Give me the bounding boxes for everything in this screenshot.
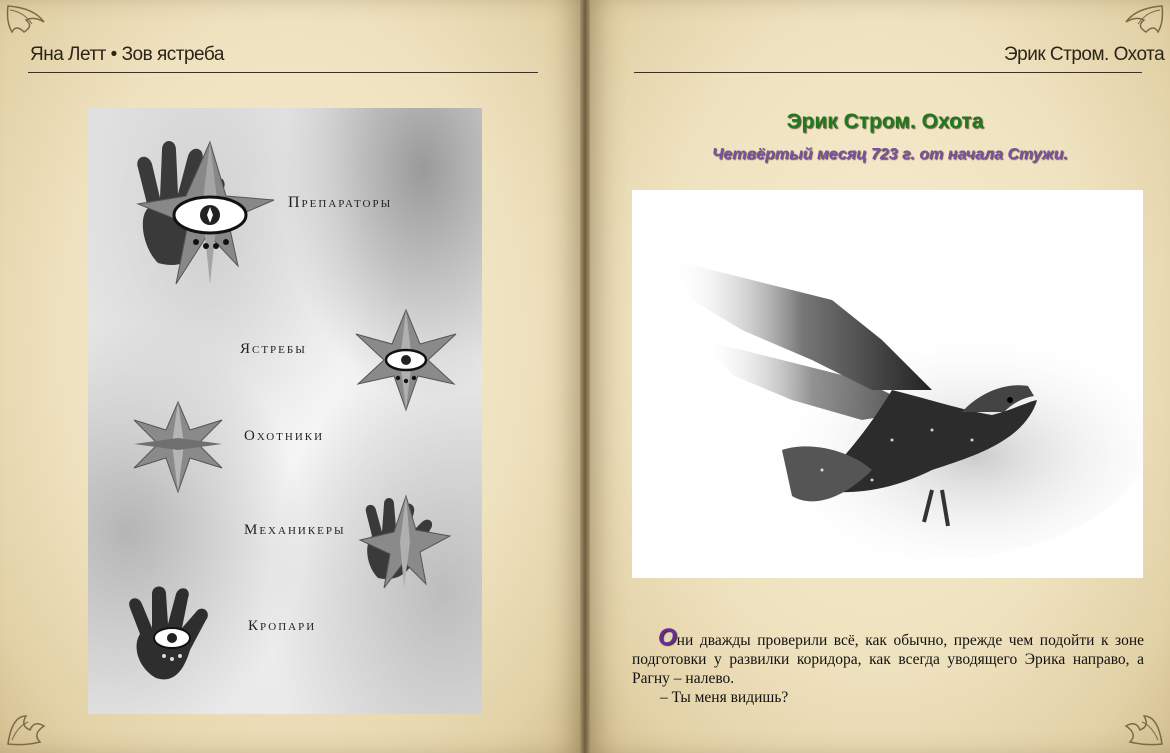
dialog-line: – Ты меня видишь? bbox=[660, 689, 789, 706]
ornament-corner-icon bbox=[1102, 2, 1166, 50]
star-eye-icon bbox=[356, 310, 456, 410]
dropcap-letter: О bbox=[658, 624, 677, 651]
hawk-illustration bbox=[632, 190, 1143, 578]
factions-illustration bbox=[88, 108, 482, 714]
chapter-title: Эрик Стром. Охота bbox=[786, 110, 984, 133]
ornament-corner-icon bbox=[4, 2, 68, 50]
faction-label-hunters: Охотники bbox=[244, 428, 325, 444]
faction-label-kropari: Кропари bbox=[248, 618, 317, 634]
hand-eye-icon bbox=[129, 587, 208, 680]
ornament-corner-icon bbox=[4, 676, 68, 748]
faction-label-preparators: Препараторы bbox=[288, 194, 393, 211]
hand-star-icon bbox=[360, 496, 450, 588]
paragraph bbox=[632, 624, 1144, 688]
chapter-body-text bbox=[632, 624, 1144, 707]
book-spine bbox=[580, 0, 590, 753]
hand-eye-star-icon bbox=[137, 141, 274, 284]
chapter-subtitle: Четвёртый месяц 723 г. от начала Стужи. bbox=[712, 146, 1068, 163]
header-divider bbox=[28, 72, 538, 73]
running-header-right: Эрик Стром. Охота bbox=[1004, 44, 1165, 65]
running-header-left: Яна Летт • Зов ястреба bbox=[30, 44, 224, 65]
left-page bbox=[0, 0, 583, 753]
star-icon bbox=[134, 402, 222, 492]
faction-label-hawks: Ястребы bbox=[240, 341, 307, 357]
faction-label-mechanics: Механикеры bbox=[244, 522, 346, 538]
header-divider bbox=[634, 72, 1142, 73]
paragraph-text: ни дважды проверили всё, как обычно, прежде чем подойти к зоне подготовки у развилки коридора, как всегда уводящего Эрика направо, а Рагну – налево. bbox=[632, 632, 1144, 687]
